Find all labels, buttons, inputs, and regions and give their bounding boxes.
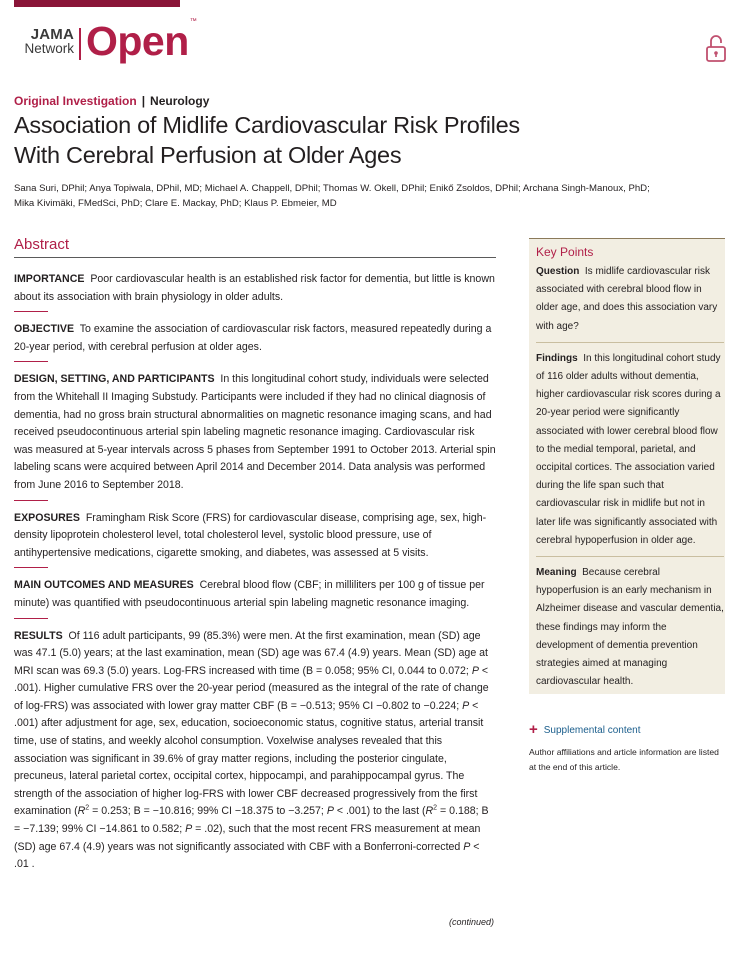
key-points-heading: Key Points	[536, 245, 594, 259]
logo-jama: JAMA	[30, 26, 74, 43]
key-points-meaning: Meaning Because cerebral hypoperfusion is an early mechanism in Alzheimer disease and vascular dementia, these findings may inform the development of dementia prevention strategies aimed at managing cardiovascular health.	[536, 567, 724, 688]
key-points-divider	[536, 556, 724, 557]
section-divider	[14, 500, 48, 501]
lock-open-icon[interactable]	[706, 33, 726, 63]
article-title: Association of Midlife Cardiovascular Risk Profiles With Cerebral Perfusion at Older Ages	[14, 112, 520, 168]
logo-network: Network	[24, 41, 74, 56]
key-points-findings: Findings In this longitudinal cohort study of 116 older adults without dementia, higher cardiovascular risk scores during a 20-year period were significantly associated with lower cerebral blood flow to the medial temporal, parietal, and occipital cortices. The association varied during the life span such that cardiovascular risk in midlife but not in later life was significantly associated with cerebral hypoperfusion in older age.	[536, 352, 721, 546]
top-accent-bar	[14, 0, 180, 7]
key-points-question: Question Is midlife cardiovascular risk associated with cerebral blood flow in older age, and does this association vary with age?	[536, 266, 718, 332]
abstract-heading: Abstract	[14, 236, 496, 258]
abstract-exposures: EXPOSURES Framingham Risk Score (FRS) for cardiovascular disease, comprising age, sex, high-density lipoprotein cholesterol level, total cholesterol level, systolic blood pressure, use of antihypertensive medications, cigarette smoking, and diabetes, was assessed at 5 visits.	[14, 511, 487, 559]
abstract-importance: IMPORTANCE Poor cardiovascular health is an established risk factor for dementia, but little is known about its association with brain physiology in older adults.	[14, 273, 495, 303]
continued-note: (continued)	[449, 917, 495, 927]
key-points-box	[529, 238, 725, 694]
article-meta	[14, 94, 209, 108]
supplemental-content-link[interactable]: + Supplemental content	[529, 721, 641, 738]
author-list: Sana Suri, DPhil; Anya Topiwala, DPhil, MD; Michael A. Chappell, DPhil; Thomas W. Okell, DPhil; Enikő Zsoldos, DPhil; Archana Singh-Manoux, PhD; Mika Kivimäki, FMedSci, PhD; Clare E. Mackay, PhD; Klaus P. Ebmeier, MD	[14, 183, 650, 209]
abstract	[14, 236, 496, 874]
plus-icon: +	[529, 721, 538, 738]
article-type[interactable]: Original Investigation	[14, 94, 137, 108]
abstract-design: DESIGN, SETTING, AND PARTICIPANTS In this longitudinal cohort study, individuals were selected from the Whitehall II Imaging Substudy. Participants were included if they had no clinical diagnosis of dementia, had no gross brain structural abnormalities on magnetic resonance imaging scans, and had received pseudocontinuous arterial spin labeling magnetic resonance imaging. Cardiovascular risk was measured at 5-year intervals across 5 phases from September 1991 to October 2013. Arterial spin labeling scans were acquired between April 2014 and December 2014. Data analysis was performed from June 2016 to September 2018.	[14, 373, 496, 491]
logo-open: Open™	[86, 18, 197, 64]
logo-divider	[79, 28, 81, 60]
affiliations-note: Author affiliations and article information are listed at the end of this article.	[529, 747, 719, 772]
abstract-objective: OBJECTIVE To examine the association of cardiovascular risk factors, measured repeatedly during a 20-year period, with cerebral perfusion at older ages.	[14, 323, 492, 353]
section-divider	[14, 311, 48, 312]
key-points-divider	[536, 342, 724, 343]
section-divider	[14, 567, 48, 568]
logo-trademark: ™	[189, 18, 197, 25]
meta-separator: |	[141, 94, 146, 108]
article-section[interactable]: Neurology	[150, 94, 210, 108]
abstract-outcomes: MAIN OUTCOMES AND MEASURES Cerebral blood flow (CBF; in milliliters per 100 g of tissue per minute) was quantified with pseudocontinuous arterial spin labeling magnetic resonance imaging.	[14, 579, 485, 609]
section-divider	[14, 618, 48, 619]
abstract-results: RESULTS Of 116 adult participants, 99 (85.3%) were men. At the first examination, mean (SD) age was 47.1 (5.0) years; at the last examination, mean (SD) age was 67.4 (4.9) years. Mean (SD) age at MRI scan was 69.3 (5.0) years. Log-FRS increased with time (B = 0.058; 95% CI, 0.044 to 0.072; P < .001). Higher cumulative FRS over the 20-year period (measured as the integral of the rate of change of log-FRS) was associated with lower gray matter CBF (B = −0.513; 95% CI −0.802 to −0.224; P < .001) after adjustment for age, sex, education, socioeconomic status, cognitive status, arterial transit time, use of statins, and weekly alcohol consumption. Voxelwise analyses revealed that this association was significant in 39.6% of gray matter regions, including the posterior cingulate, precuneus, lateral parietal cortex, occipital cortex, hippocampi, and parahippocampal gyrus. The strength of the association of higher log-FRS with lower CBF decreased progressively from the first examination ($R^2 = 0.253$; B = −10.816; 99% CI −18.375 to −3.257; P < .001) to the last ($R^2 = 0.188$; B = −7.139; 99% CI −14.861 to 0.582; P = .02), such that the most recent FRS measurement at mean (SD) age 67.4 (4.9) years was not significantly associated with CBF with a Bonferroni-corrected P < .01 .	[14, 629, 489, 871]
section-divider	[14, 361, 48, 362]
